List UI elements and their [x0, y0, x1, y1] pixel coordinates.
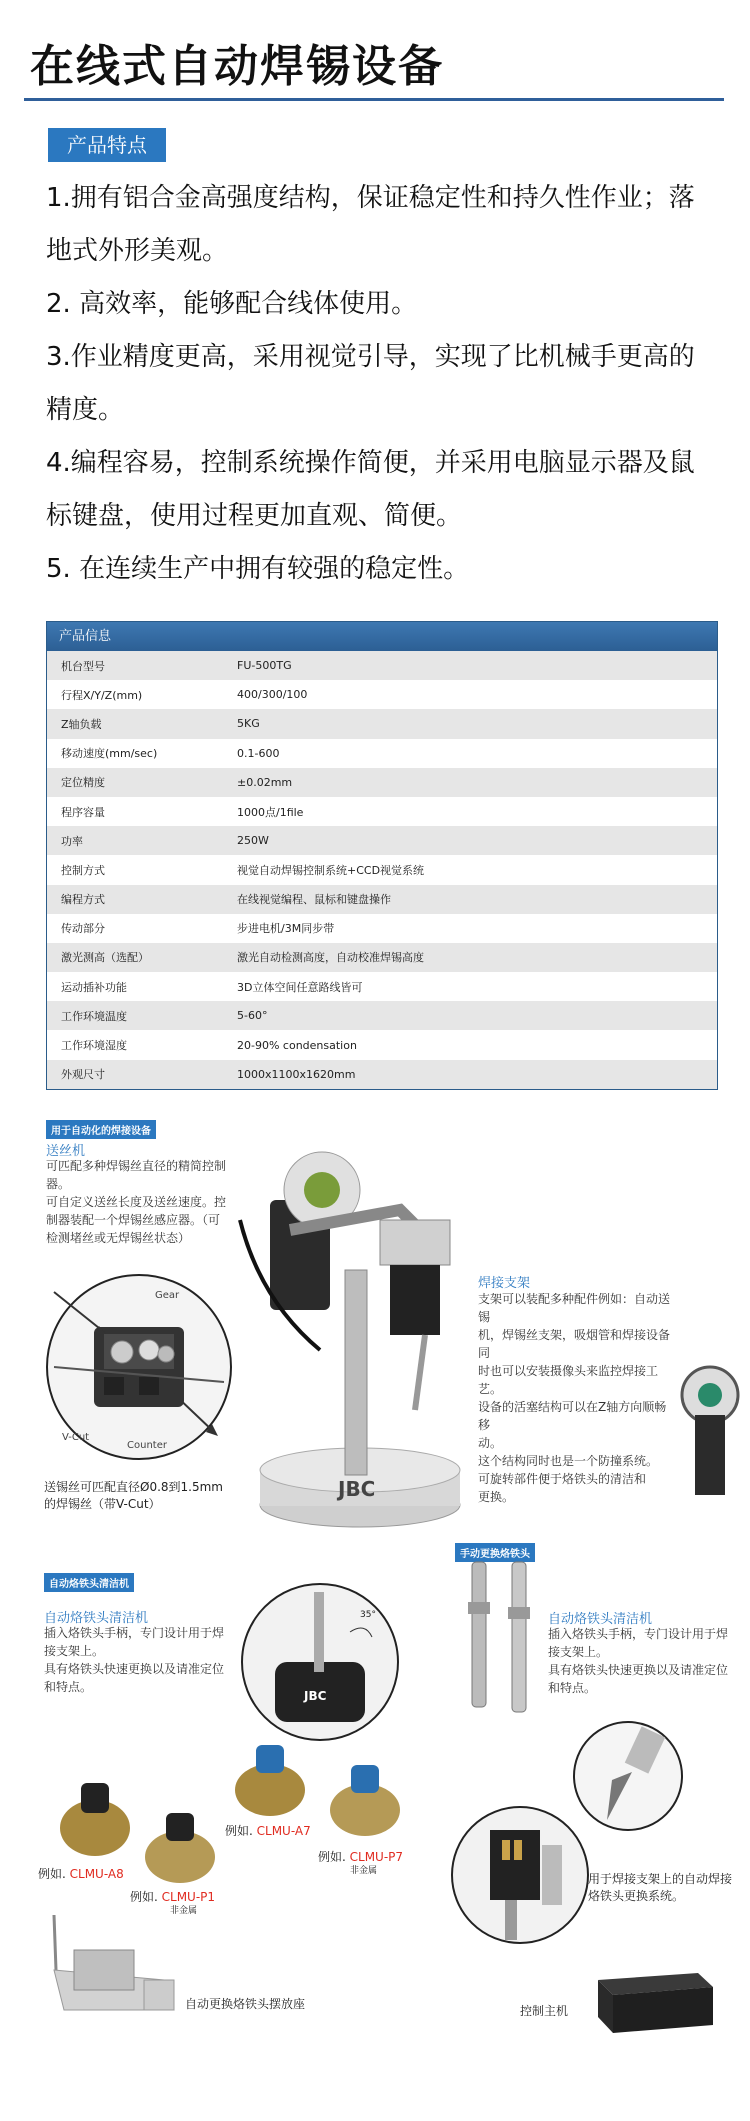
brush-a7-code: CLMU-A7 — [256, 1824, 311, 1838]
feature-line: 精度。 — [46, 395, 125, 425]
spec-value: 5-60° — [237, 1009, 268, 1023]
features-list — [46, 172, 716, 596]
support-line: 设备的活塞结构可以在Z轴方向顺畅移 — [478, 1400, 667, 1432]
brush-a8-image — [55, 1778, 135, 1858]
feeder-heading: 送丝机 — [46, 1144, 86, 1159]
changer-section-label: 手动更换烙铁头 — [455, 1543, 535, 1562]
spec-key: 程序容量 — [61, 805, 105, 819]
spec-row — [47, 768, 717, 797]
support-line: 动。 — [478, 1436, 503, 1450]
spec-key: 机台型号 — [61, 659, 105, 673]
spec-value: 3D立体空间任意路线皆可 — [237, 980, 363, 994]
feeder-line: 检测堵丝或无焊锡丝状态） — [46, 1231, 191, 1245]
support-description — [478, 1290, 678, 1506]
wire-caption-line: 送锡丝可匹配直径Ø0.8到1.5mm — [44, 1480, 223, 1494]
spec-value: FU-500TG — [237, 659, 292, 673]
rack-caption: 自动更换烙铁头摆放座 — [185, 1997, 306, 2011]
spec-table-header: 产品信息 — [47, 622, 717, 651]
spec-value: 400/300/100 — [237, 688, 308, 702]
brush-a8-caption — [38, 1865, 124, 1882]
feature-line: 2. 高效率，能够配合线体使用。 — [46, 289, 418, 319]
spec-row — [47, 739, 717, 768]
cleaner-description — [44, 1624, 244, 1696]
feeder-line: 可自定义送丝长度及送丝速度。控 — [46, 1195, 227, 1209]
example-prefix: 例如. — [38, 1867, 70, 1881]
feature-line: 3.作业精度更高，采用视觉引导，实现了比机械手更高的 — [46, 342, 695, 372]
gear-label: Gear — [155, 1290, 180, 1301]
example-prefix: 例如. — [225, 1824, 257, 1838]
support-line: 时也可以安装摄像头来监控焊接工艺。 — [478, 1364, 659, 1396]
wire-caption — [44, 1478, 223, 1512]
features-badge: 产品特点 — [48, 128, 166, 162]
changer-line: 接支架上。 — [548, 1645, 609, 1659]
spec-value: 步进电机/3M同步带 — [237, 922, 335, 936]
cleaner-line: 和特点。 — [44, 1680, 93, 1694]
changer-heading: 自动烙铁头清洁机 — [548, 1612, 653, 1627]
spec-table — [46, 621, 718, 1090]
spec-key: 工作环境温度 — [61, 1009, 127, 1023]
support-heading: 焊接支架 — [478, 1276, 531, 1291]
support-line: 支架可以装配多种配件例如：自动送锡 — [478, 1292, 671, 1324]
feeder-description — [46, 1157, 246, 1247]
spec-key: 运动插补功能 — [61, 980, 127, 994]
spec-row — [47, 826, 717, 855]
support-line: 这个结构同时也是一个防撞系统。 — [478, 1454, 659, 1468]
spec-row — [47, 1030, 717, 1059]
spec-row — [47, 972, 717, 1001]
example-prefix: 例如. — [130, 1890, 162, 1904]
soldering-stand-image — [230, 1150, 480, 1530]
spec-value: 视觉自动焊锡控制系统+CCD视觉系统 — [237, 863, 425, 877]
system-caption-line: 烙铁头更换系统。 — [588, 1889, 685, 1903]
cleaner-line: 插入烙铁头手柄，专门设计用于焊 — [44, 1626, 225, 1640]
support-line: 更换。 — [478, 1490, 515, 1504]
spec-row — [47, 914, 717, 943]
spec-row — [47, 680, 717, 709]
system-caption-line: 用于焊接支架上的自动焊接 — [588, 1872, 733, 1886]
feature-line: 5. 在连续生产中拥有较强的稳定性。 — [46, 554, 470, 584]
spec-key: 行程X/Y/Z(mm) — [61, 688, 143, 702]
spec-value: 激光自动检测高度，自动校准焊锡高度 — [237, 951, 424, 965]
spec-value: 20-90% condensation — [237, 1038, 357, 1052]
changer-line: 插入烙铁头手柄，专门设计用于焊 — [548, 1627, 729, 1641]
spec-key: 定位精度 — [61, 776, 105, 790]
support-line: 可旋转部件便于烙铁头的清洁和 — [478, 1472, 647, 1486]
cleaner-heading: 自动烙铁头清洁机 — [44, 1611, 149, 1626]
jbc-logo: JBC — [338, 1477, 376, 1501]
changer-line: 具有烙铁头快速更换以及请准定位 — [548, 1663, 729, 1677]
changer-line: 和特点。 — [548, 1681, 597, 1695]
brush-p7-code: CLMU-P7 — [349, 1850, 404, 1864]
spec-key: 功率 — [61, 834, 83, 848]
spec-key: 工作环境湿度 — [61, 1039, 127, 1053]
spec-value: 5KG — [237, 717, 260, 731]
feature-line: 4.编程容易，控制系统操作简便，并采用电脑显示器及鼠 — [46, 448, 695, 478]
example-prefix: 例如. — [318, 1850, 350, 1864]
spec-row — [47, 651, 717, 680]
cleaner-closeup-image — [240, 1582, 400, 1742]
support-line: 机，焊锡丝支架，吸烟管和焊接设备同 — [478, 1328, 671, 1360]
spec-value: 在线视觉编程、鼠标和键盘操作 — [237, 893, 391, 907]
spec-value: ±0.02mm — [237, 775, 293, 789]
counter-label: Counter — [127, 1440, 167, 1451]
wire-caption-line: 的焊锡丝（带V-Cut） — [44, 1497, 161, 1511]
spec-row — [47, 855, 717, 884]
vcut-label: V-Cut — [62, 1432, 90, 1443]
brush-p7-sub: 非金属 — [350, 1866, 378, 1876]
spec-row — [47, 1060, 717, 1089]
brush-p1-code: CLMU-P1 — [161, 1890, 216, 1904]
page-title: 在线式自动焊锡设备 — [30, 41, 444, 92]
spec-key: Z轴负载 — [61, 717, 102, 731]
spec-value: 1000x1100x1620mm — [237, 1067, 356, 1081]
changer-description — [548, 1625, 744, 1697]
spec-row — [47, 885, 717, 914]
spec-row — [47, 943, 717, 972]
cleaner-line: 具有烙铁头快速更换以及请准定位 — [44, 1662, 225, 1676]
spec-row — [47, 1001, 717, 1030]
spec-key: 控制方式 — [61, 863, 105, 877]
rotating-part-image — [665, 1365, 750, 1495]
feature-line: 标键盘，使用过程更加直观、简便。 — [46, 501, 463, 531]
title-divider — [24, 98, 724, 101]
spec-row — [47, 709, 717, 738]
feeder-section-label: 用于自动化的焊接设备 — [46, 1120, 156, 1139]
spec-key: 传动部分 — [61, 922, 105, 936]
brush-p1-image — [140, 1805, 220, 1885]
cleaner-line: 接支架上。 — [44, 1644, 105, 1658]
cleaner-section-label: 自动烙铁头清洁机 — [44, 1573, 134, 1592]
angle-label: 35° — [360, 1610, 376, 1620]
feeder-line: 器。 — [46, 1177, 71, 1191]
brush-a7-caption — [225, 1822, 311, 1839]
brush-a8-code: CLMU-A8 — [69, 1867, 124, 1881]
changer-system-caption — [588, 1870, 732, 1904]
controller-image — [588, 1965, 718, 2035]
spec-value: 250W — [237, 834, 269, 848]
brush-p7-image — [325, 1760, 405, 1840]
brush-p1-sub: 非金属 — [170, 1906, 198, 1916]
spec-value: 1000点/1file — [237, 805, 304, 819]
spec-key: 外观尺寸 — [61, 1068, 105, 1082]
tip-cartridges-image — [460, 1562, 540, 1712]
controller-caption: 控制主机 — [520, 2004, 569, 2018]
feeder-line: 制器装配一个焊锡丝感应器。（可 — [46, 1213, 221, 1227]
svg-text:JBC: JBC — [304, 1689, 327, 1703]
feature-line: 地式外形美观。 — [46, 236, 229, 266]
spec-row — [47, 797, 717, 826]
changer-system-image — [450, 1805, 590, 1945]
spec-value: 0.1-600 — [237, 746, 280, 760]
feature-line: 1.拥有铝合金高强度结构，保证稳定性和持久性作业；落 — [46, 183, 695, 213]
feeder-line: 可匹配多种焊锡丝直径的精简控制 — [46, 1159, 227, 1173]
spec-key: 移动速度(mm/sec) — [61, 747, 158, 761]
spec-key: 编程方式 — [61, 893, 105, 907]
brush-a7-image — [230, 1740, 310, 1820]
spec-key: 激光测高（选配） — [61, 951, 149, 965]
tip-rack-image — [44, 1910, 184, 2040]
